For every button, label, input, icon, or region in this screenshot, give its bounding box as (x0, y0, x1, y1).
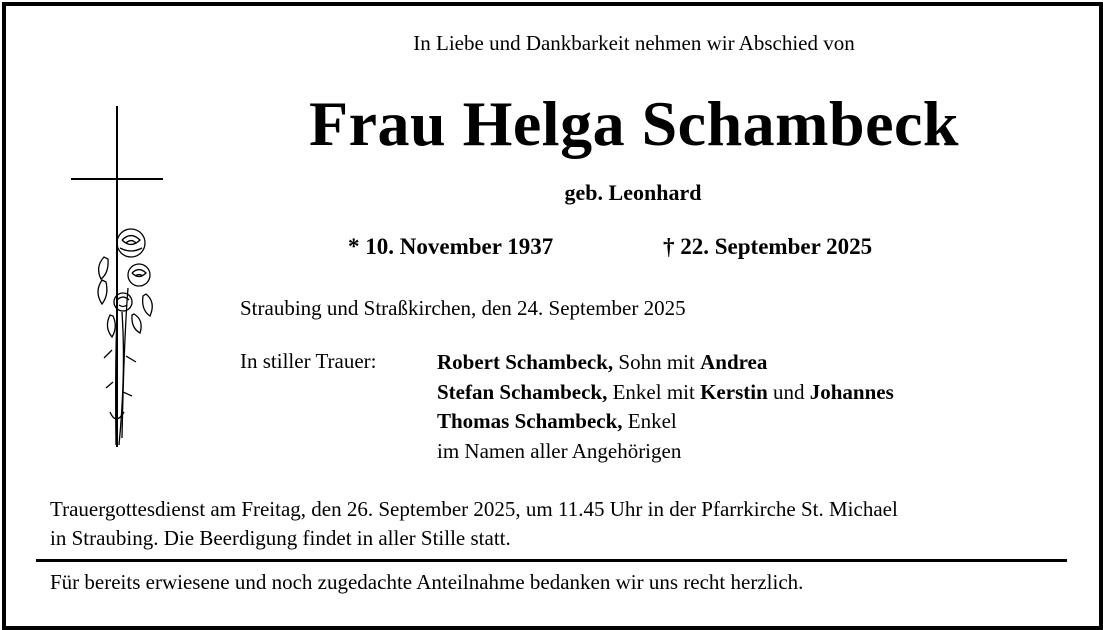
service-line: Trauergottesdienst am Freitag, den 26. September 2025, um 11.45 Uhr in der Pfarrkirche St. Michael (50, 497, 898, 521)
mourner-partner: Andrea (700, 350, 768, 374)
deceased-name: Frau Helga Schambeck (309, 88, 959, 159)
mourner-row (437, 407, 894, 437)
mourner-extra: Johannes (809, 379, 894, 404)
mourner-relation: Enkel (622, 409, 677, 433)
mourning-label: In stiller Trauer: (240, 349, 377, 373)
mourner-row (437, 378, 894, 408)
divider (36, 559, 1067, 562)
mourners-closing: im Namen aller Angehörigen (437, 438, 682, 463)
intro-text: In Liebe und Dankbarkeit nehmen wir Abschied von (413, 31, 855, 55)
place-and-date: Straubing und Straßkirchen, den 24. September 2025 (240, 296, 686, 320)
death-date: † 22. September 2025 (663, 234, 873, 259)
mourner-partner: Kerstin (700, 379, 768, 404)
service-line: in Straubing. Die Beerdigung findet in aller Stille statt. (50, 526, 511, 550)
maiden-name: geb. Leonhard (564, 180, 702, 205)
mourner-row (437, 348, 894, 378)
mourner-conjunction: und (767, 379, 810, 404)
thanks-text: Für bereits erwiesene und noch zugedachte Anteilnahme bedanken wir uns recht herzlich. (50, 570, 804, 594)
mourner-name: Robert Schambeck, (437, 350, 614, 374)
service-info (50, 495, 1090, 553)
mourners-list (437, 348, 894, 466)
mourner-relation: Enkel mit (607, 379, 701, 404)
mourner-relation: Sohn mit (613, 350, 701, 374)
birth-date: * 10. November 1937 (348, 234, 554, 259)
mourner-name: Stefan Schambeck, (437, 379, 608, 404)
mourner-name: Thomas Schambeck, (437, 409, 623, 433)
